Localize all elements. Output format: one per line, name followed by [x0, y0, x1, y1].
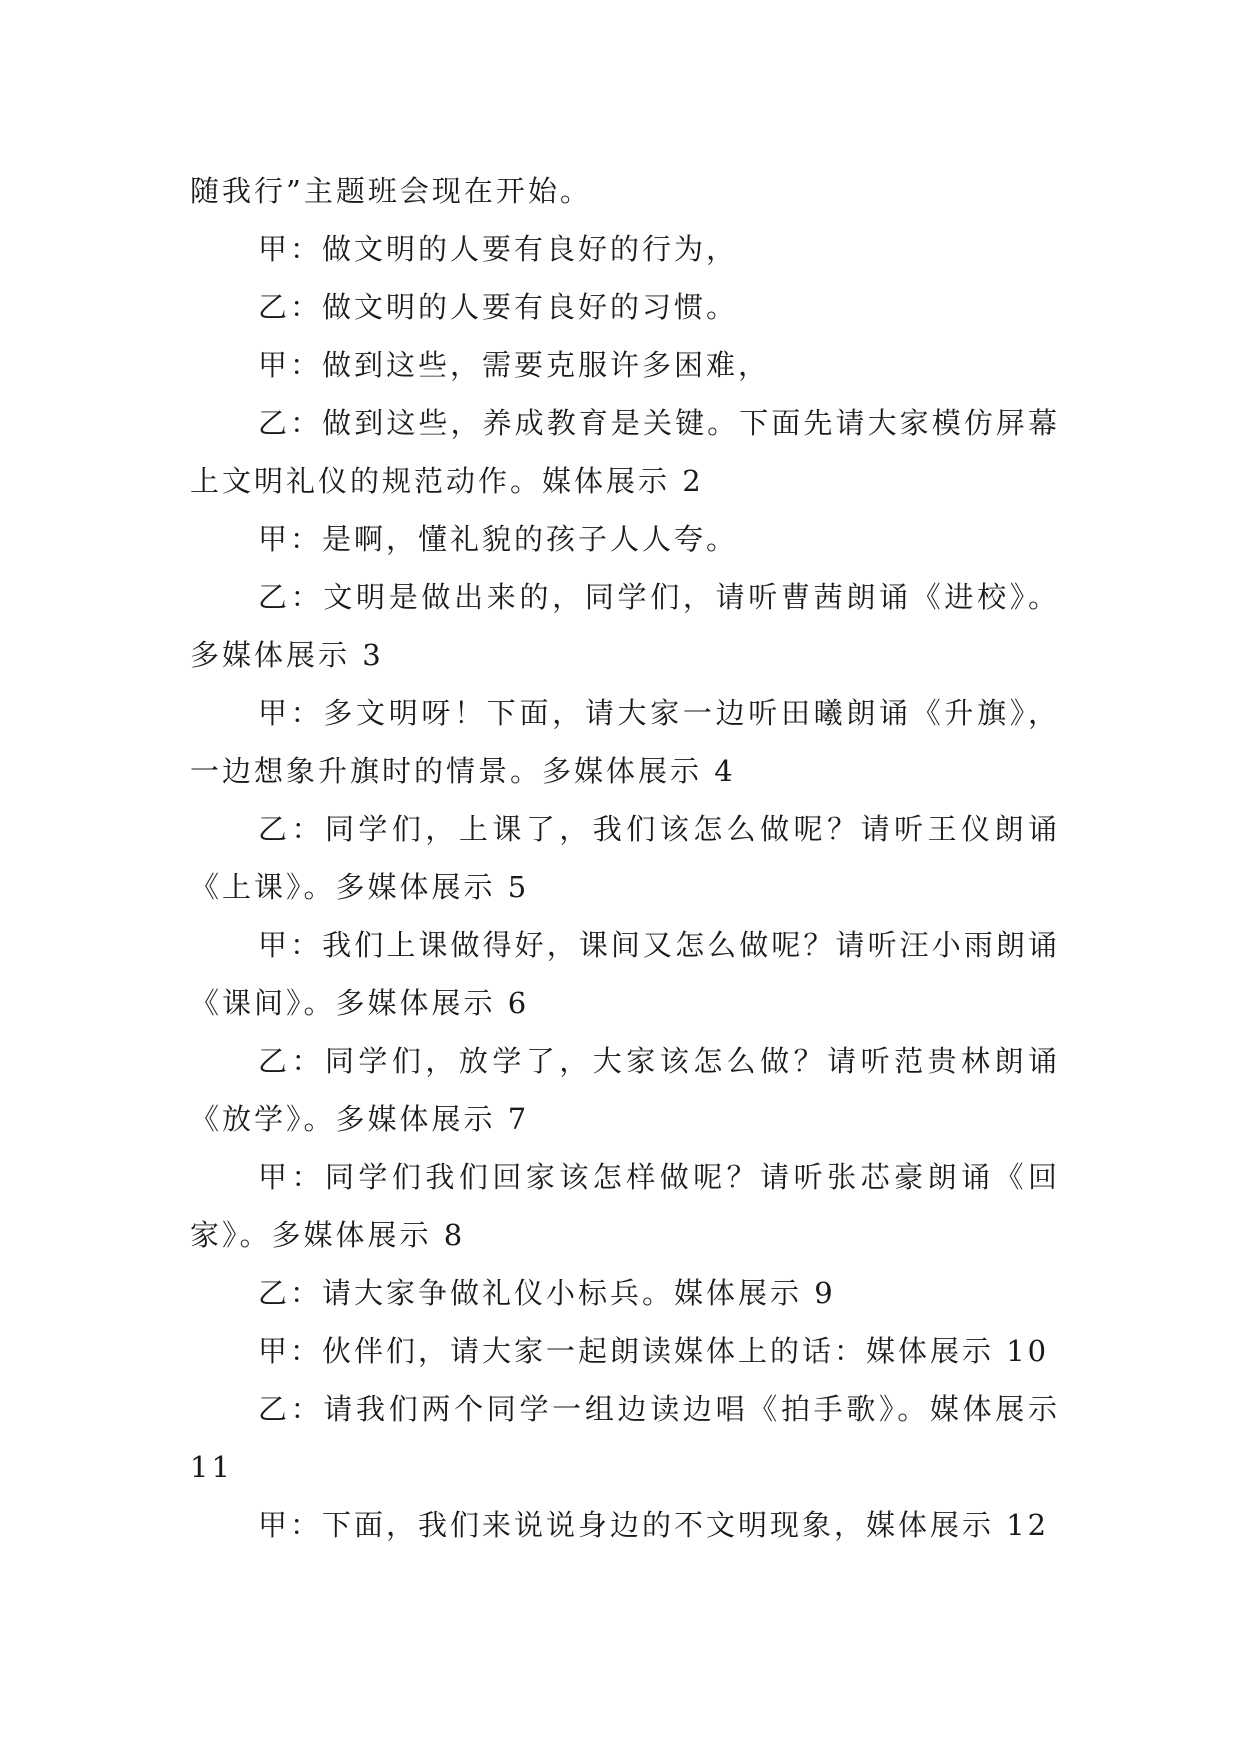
paragraph-9: 甲：我们上课做得好，课间又怎么做呢？请听汪小雨朗诵《课间》。多媒体展示 6 [190, 928, 1060, 1020]
paragraph-1: 甲：做文明的人要有良好的行为， [258, 232, 739, 266]
paragraph-3: 甲：做到这些，需要克服许多困难， [258, 348, 771, 382]
paragraph-14: 乙：请我们两个同学一组边读边唱《拍手歌》。媒体展示 11 [190, 1392, 1060, 1484]
document-body [190, 162, 1060, 1554]
paragraph-2: 乙：做文明的人要有良好的习惯。 [258, 290, 739, 324]
paragraph-12: 乙：请大家争做礼仪小标兵。媒体展示 9 [258, 1276, 836, 1310]
paragraph-11: 甲：同学们我们回家该怎样做呢？请听张芯豪朗诵《回家》。多媒体展示 8 [190, 1160, 1060, 1252]
paragraph-6: 乙：文明是做出来的，同学们，请听曹茜朗诵《进校》。多媒体展示 3 [190, 580, 1060, 672]
paragraph-13: 甲：伙伴们，请大家一起朗读媒体上的话：媒体展示 10 [258, 1334, 1050, 1368]
paragraph-7: 甲：多文明呀！下面，请大家一边听田曦朗诵《升旗》，一边想象升旗时的情景。多媒体展示 4 [190, 696, 1060, 788]
paragraph-8: 乙：同学们，上课了，我们该怎么做呢？请听王仪朗诵《上课》。多媒体展示 5 [190, 812, 1060, 904]
paragraph-0: 随我行”主题班会现在开始。 [190, 174, 592, 208]
paragraph-4: 乙：做到这些，养成教育是关键。下面先请大家模仿屏幕上文明礼仪的规范动作。媒体展示 2 [190, 406, 1060, 498]
paragraph-10: 乙：同学们，放学了，大家该怎么做？请听范贵林朗诵《放学》。多媒体展示 7 [190, 1044, 1060, 1136]
paragraph-15: 甲：下面，我们来说说身边的不文明现象，媒体展示 12 [258, 1508, 1050, 1542]
paragraph-5: 甲：是啊，懂礼貌的孩子人人夸。 [258, 522, 739, 556]
